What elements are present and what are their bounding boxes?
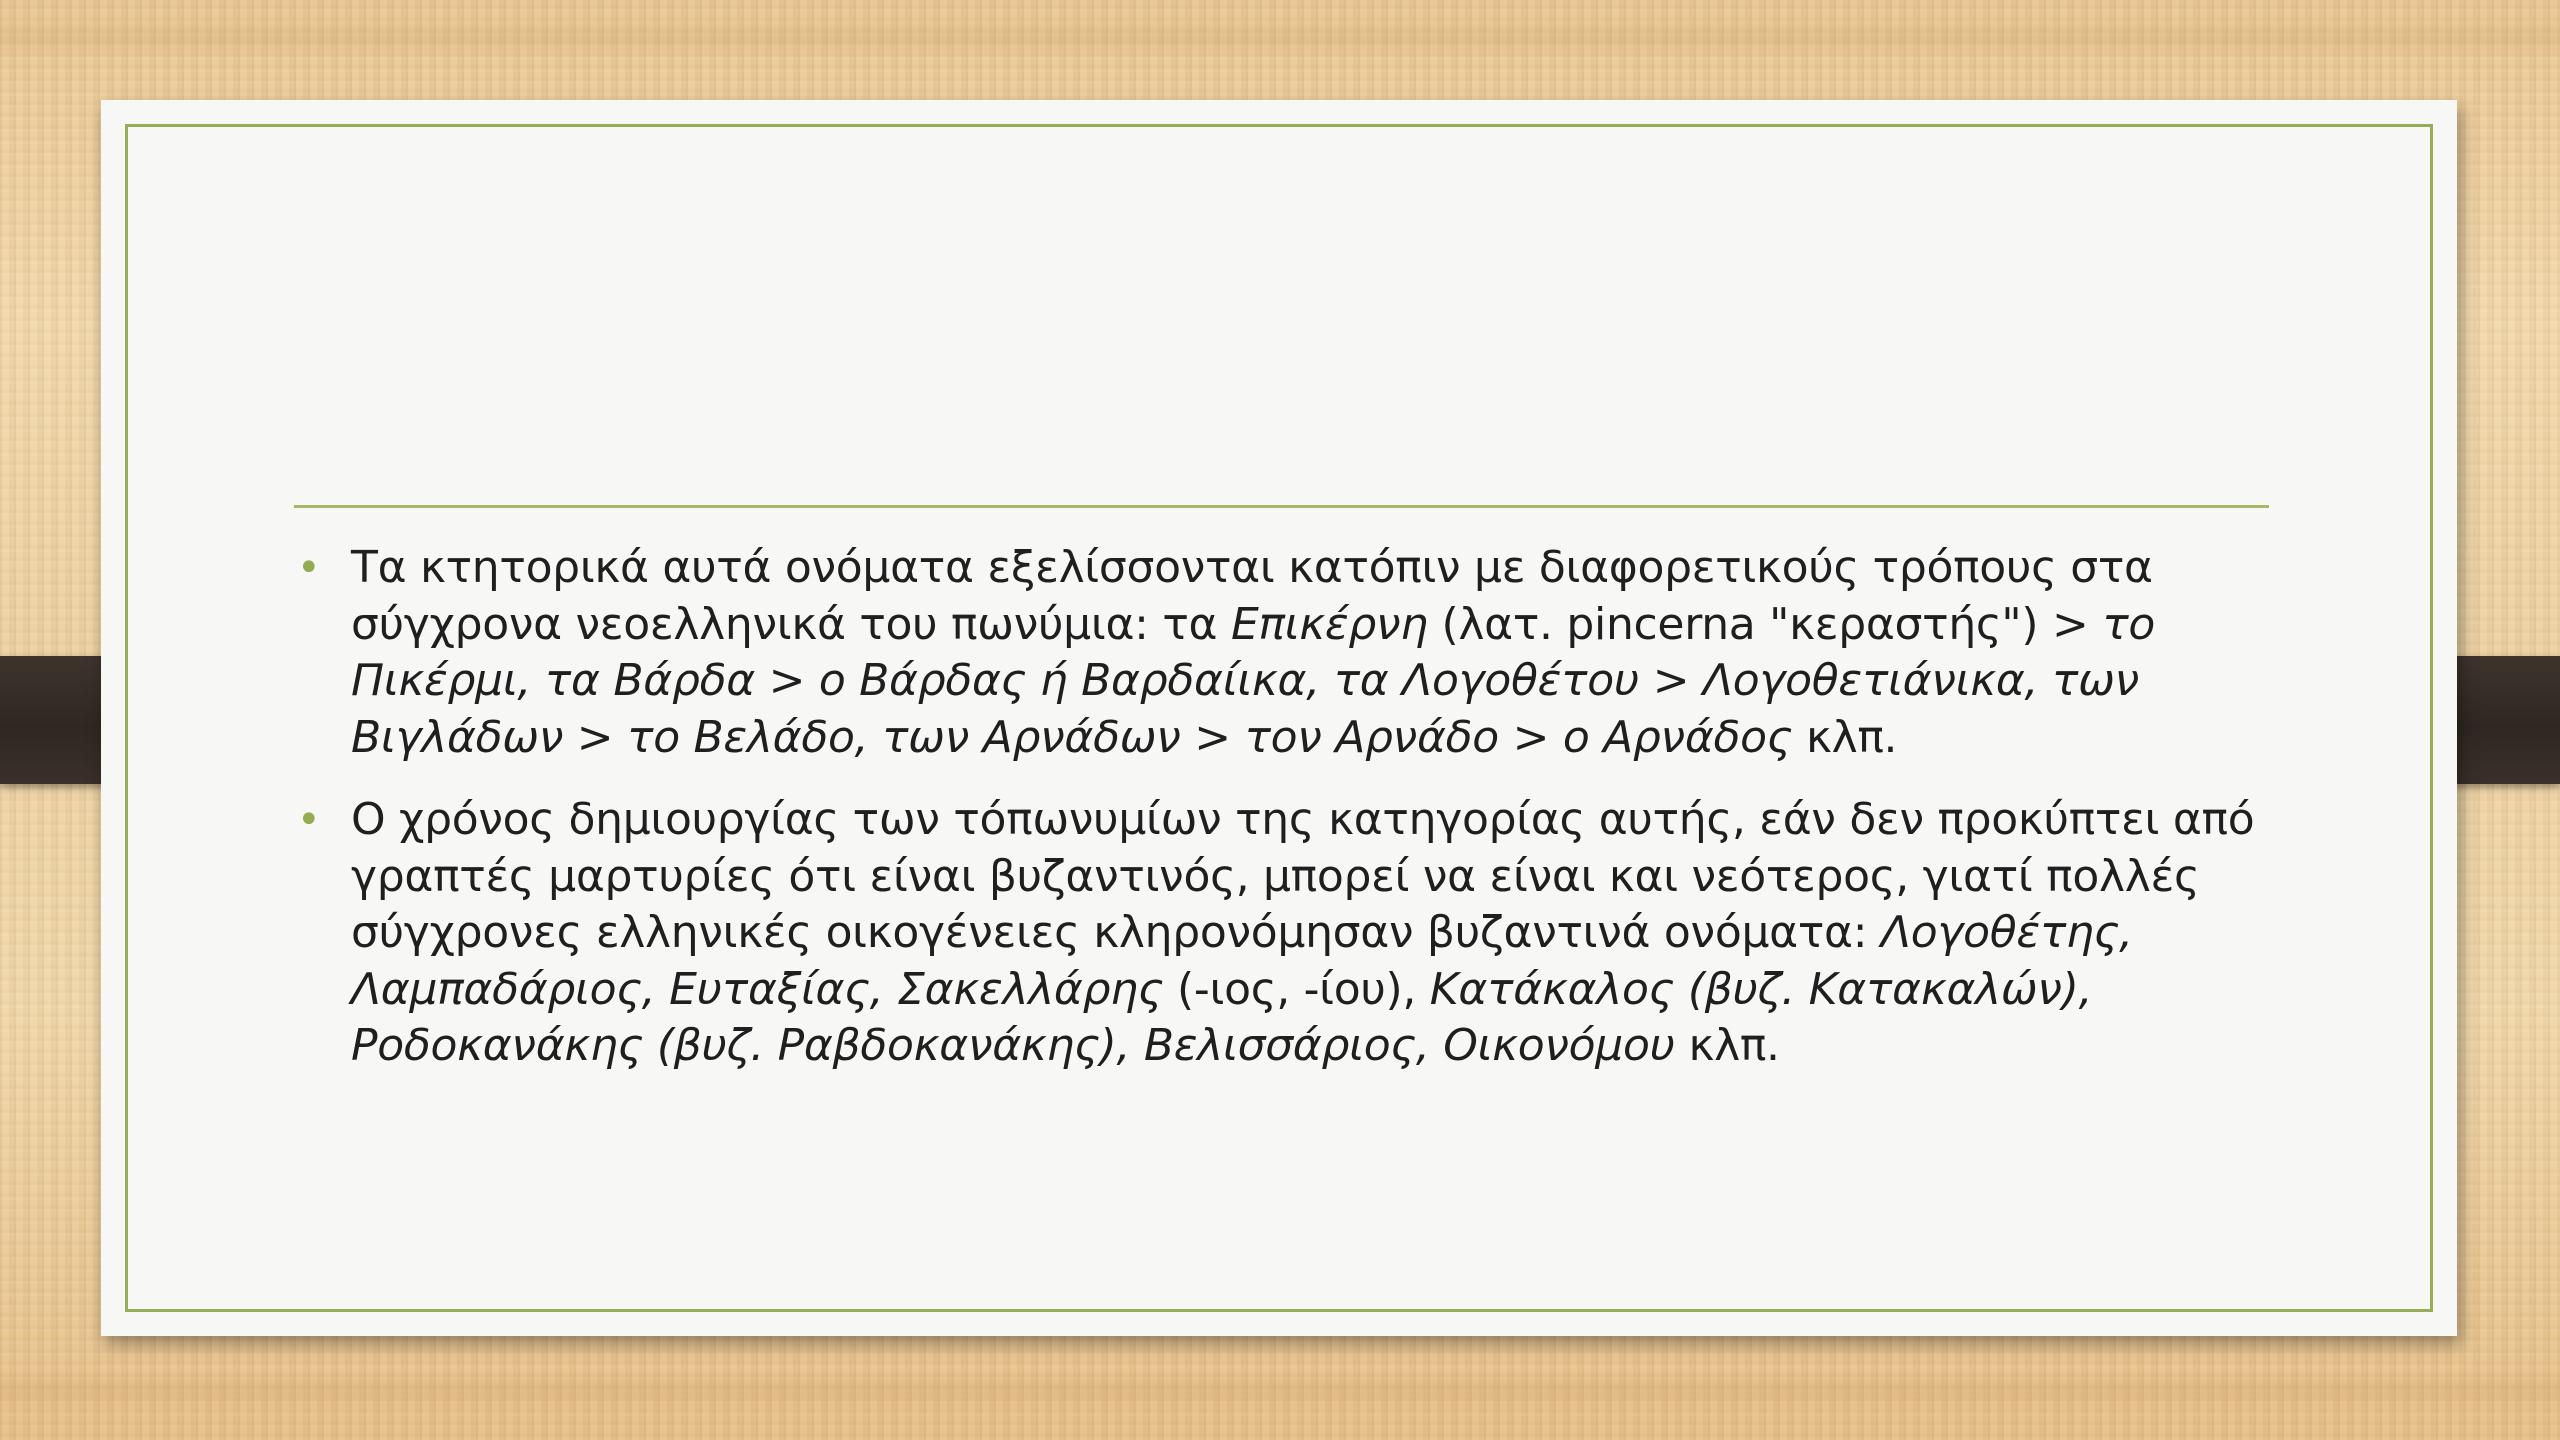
bullet-item: [291, 540, 2271, 766]
wood-grain: [0, 18, 2560, 58]
bullet-text: Τα κτητορικά αυτά ονόματα εξελίσσονται κατόπιν με διαφορετικούς τρόπους στα σύγχρονα νεοελληνικά του πωνύμια: τα Επικέρνη (λατ. pincerna "κεραστής") > το Πικέρμι, τα Βάρδα > ο Βάρδας ή Βαρδαίικα, τα Λογοθέτου > Λογοθετιάνικα, των Βιγλάδων > το Βελάδο, των Αρνάδων > τον Αρνάδο > ο Αρνάδος κλπ.: [351, 542, 2156, 763]
bullet-dot-icon: •: [297, 545, 321, 591]
wood-grain: [0, 1370, 2560, 1410]
bullet-item: [291, 792, 2271, 1075]
slide-card: [101, 100, 2457, 1336]
slide-body: [291, 540, 2271, 1101]
bullet-dot-icon: •: [297, 797, 321, 843]
bullet-text: Ο χρόνος δημιουργίας των τόπωνυμίων της κατηγορίας αυτής, εάν δεν προκύπτει από γραπτές μαρτυρίες ότι είναι βυζαντινός, μπορεί να είναι και νεότερος, γιατί πολλές σύγχρονες ελληνικές οικογένειες κληρονόμησαν βυζαντινά ονόματα: Λογοθέτης, Λαμπαδάριος, Ευταξίας, Σακελλάρης (-ιος, -ίου), Κατάκαλος (βυζ. Κατακαλών), Ροδοκανάκης (βυζ. Ραβδοκανάκης), Βελισσάριος, Οικονόμου κλπ.: [351, 794, 2255, 1071]
title-divider-line: [294, 505, 2269, 508]
